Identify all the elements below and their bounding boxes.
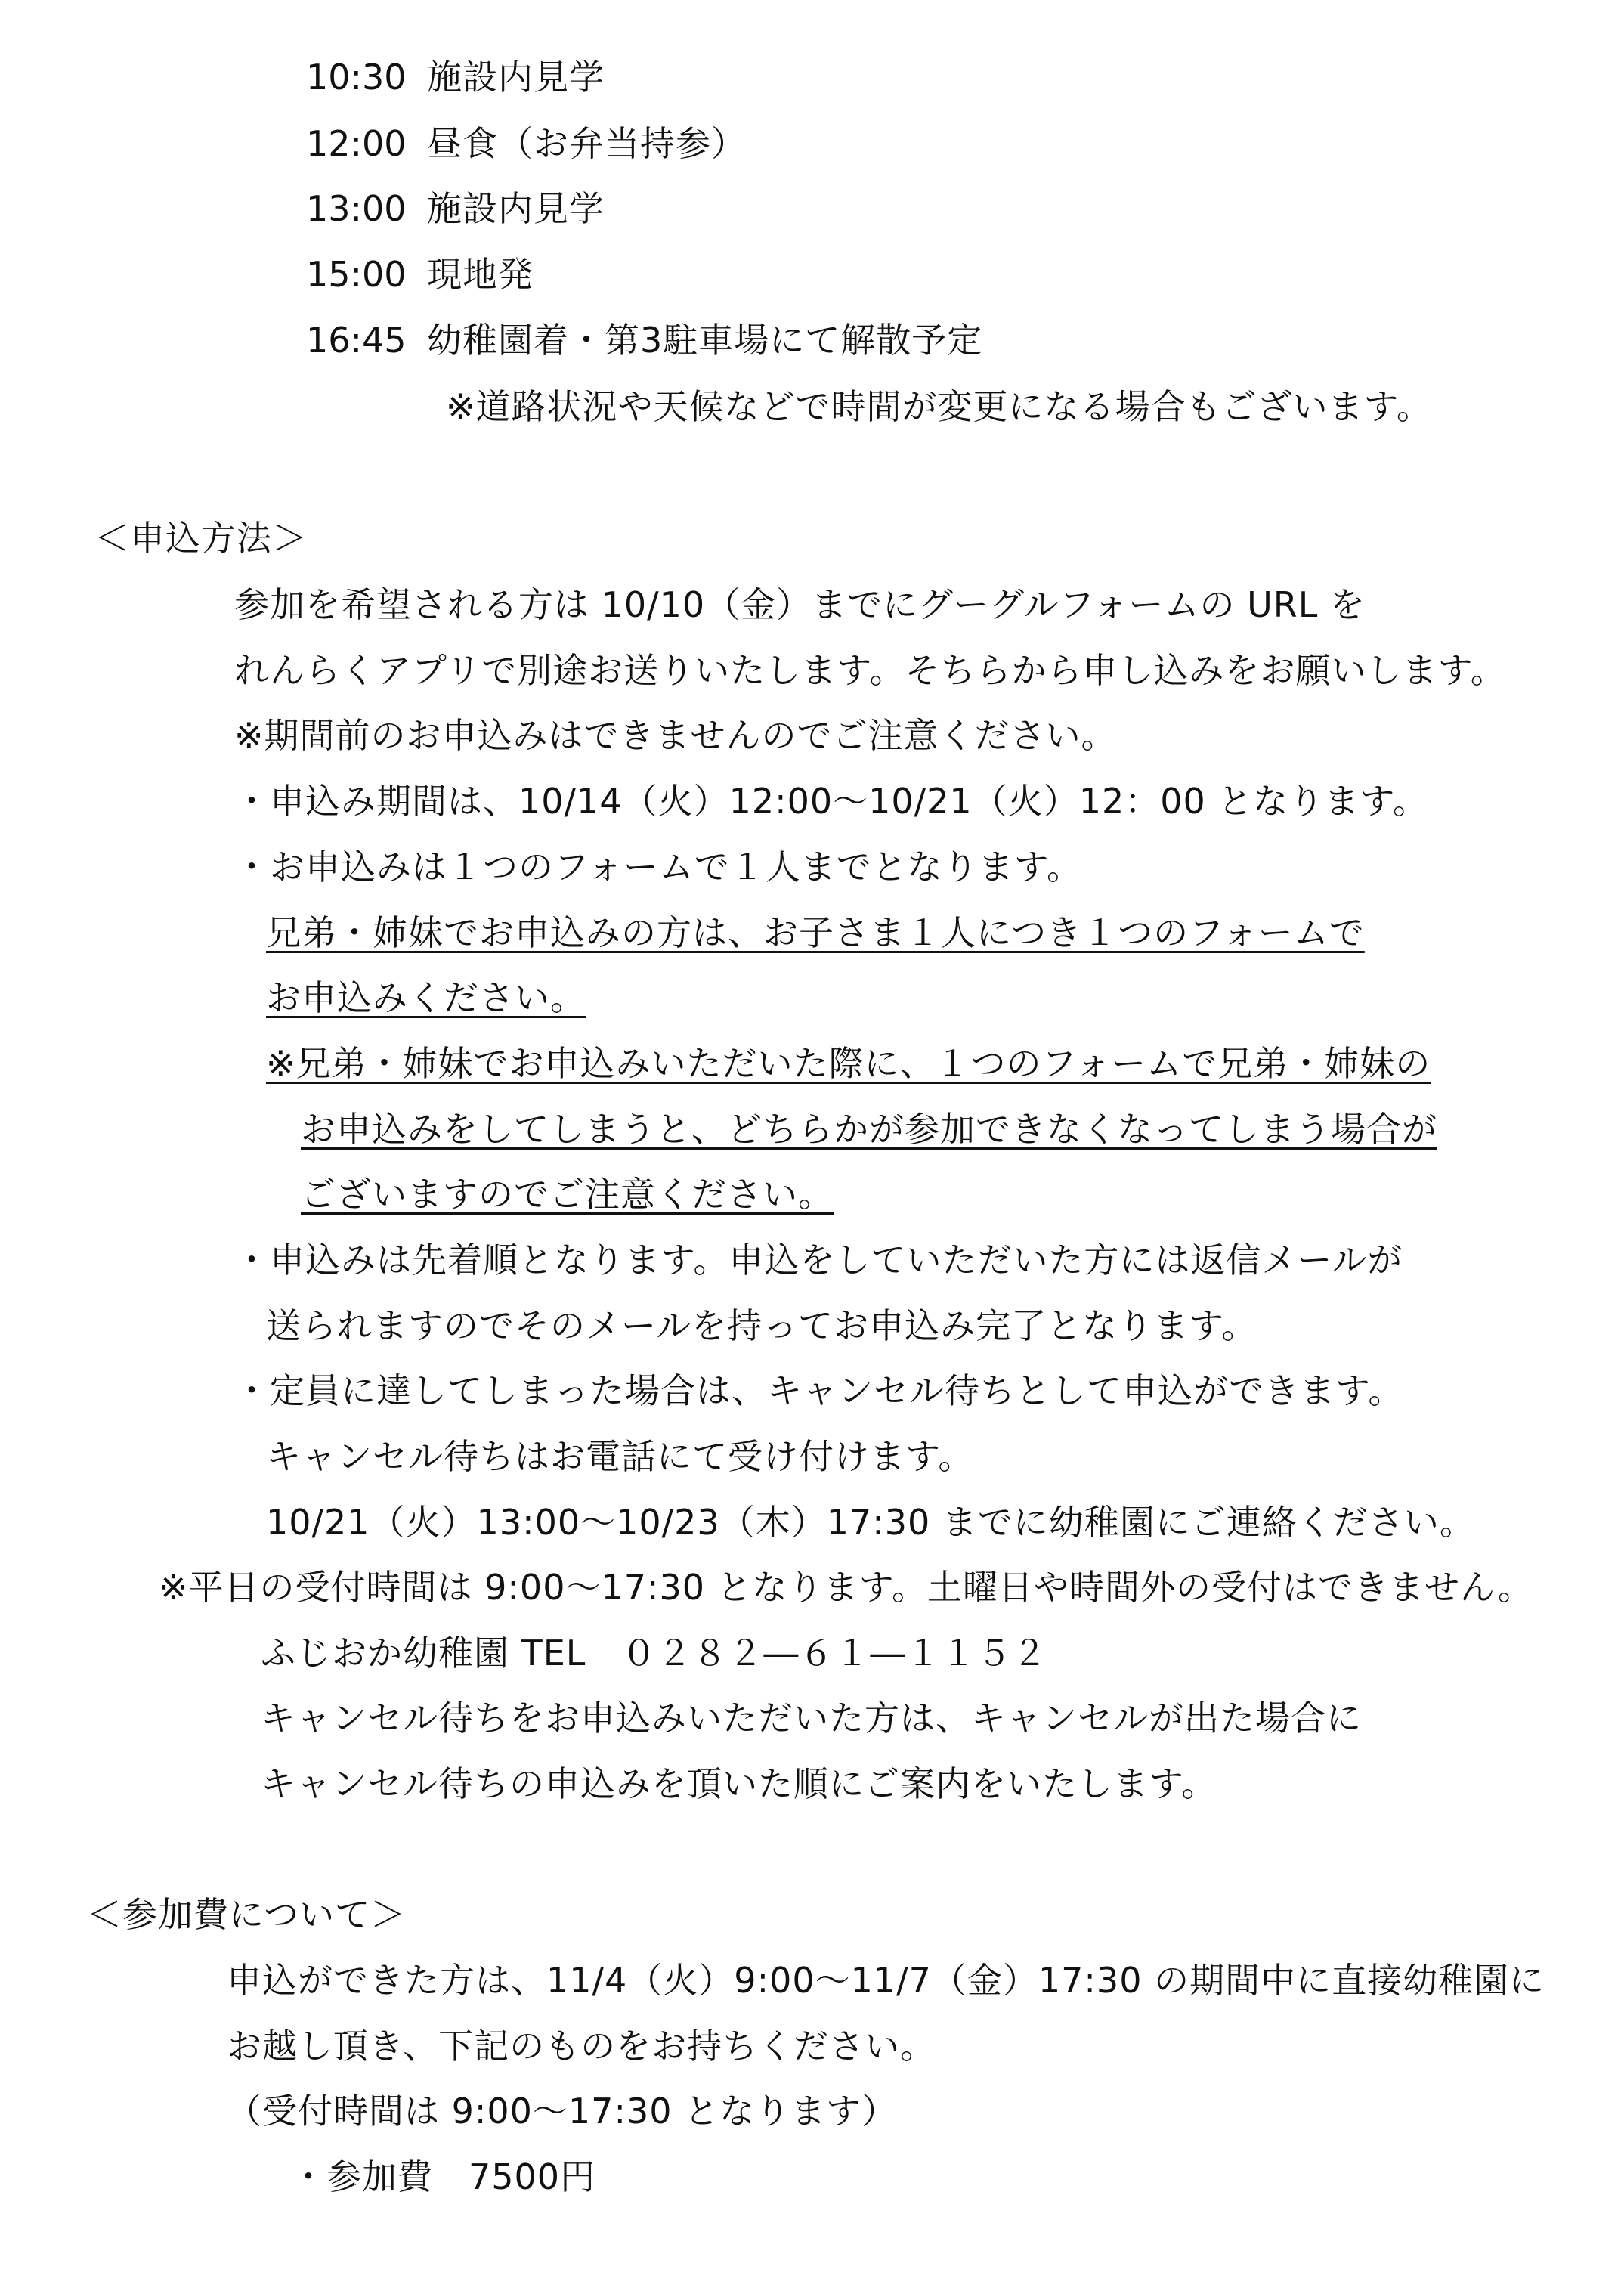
schedule-event-5: 幼稚園着・第3駐車場にて解散予定 (427, 320, 983, 361)
schedule-time-3: 13:00 (306, 188, 407, 229)
schedule-event-4: 現地発 (427, 254, 534, 295)
application-intro-2: れんらくアプリで別途お送りいたします。そちらから申し込みをお願いします。 (234, 650, 1506, 691)
schedule-time-5: 16:45 (306, 320, 407, 361)
fee-heading: ＜参加費について＞ (87, 1894, 407, 1935)
schedule-event-2: 昼食（お弁当持参） (427, 123, 747, 164)
first-come-1: ・申込みは先着順となります。申込をしていただいた方には返信メールが (234, 1240, 1403, 1280)
schedule-event-1: 施設内見学 (427, 57, 605, 98)
waitlist-1: ・定員に達してしまった場合は、キャンセル待ちとして申込ができます。 (234, 1370, 1404, 1411)
weekday-note: ※平日の受付時間は 9:00～17:30 となります。土曜日や時間外の受付はできません。 (159, 1567, 1533, 1608)
siblings-note-1: 兄弟・姉妹でお申込みの方は、お子さま１人につき１つのフォームで (266, 912, 1365, 953)
schedule-time-4: 15:00 (306, 254, 407, 295)
schedule-note: ※道路状況や天候などで時間が変更になる場合もございます。 (446, 386, 1432, 427)
waitlist-4: キャンセル待ちをお申込みいただいた方は、キャンセルが出た場合に (261, 1698, 1362, 1738)
application-one-form: ・お申込みは１つのフォームで１人までとなります。 (234, 847, 1083, 887)
schedule-time-1: 10:30 (306, 57, 407, 98)
siblings-warning-3: ございますのでご注意ください。 (301, 1174, 834, 1215)
waitlist-2: キャンセル待ちはお電話にて受け付けます。 (266, 1436, 974, 1477)
application-heading: ＜申込方法＞ (94, 518, 308, 559)
first-come-2: 送られますのでそのメールを持ってお申込み完了となります。 (266, 1305, 1257, 1346)
siblings-note-2: お申込みください。 (266, 977, 586, 1018)
fee-line-3: （受付時間は 9:00～17:30 となります） (227, 2091, 898, 2131)
schedule-event-3: 施設内見学 (427, 188, 605, 229)
waitlist-5: キャンセル待ちの申込みを頂いた順にご案内をいたします。 (261, 1763, 1217, 1804)
siblings-warning-2: お申込みをしてしまうと、どちらかが参加できなくなってしまう場合が (301, 1109, 1437, 1150)
application-period: ・申込み期間は、10/14（火）12:00～10/21（火）12：00 となります。 (234, 781, 1428, 822)
fee-line-2: お越し頂き、下記のものをお持ちください。 (227, 2026, 936, 2066)
siblings-warning-1: ※兄弟・姉妹でお申込みいただいた際に、１つのフォームで兄弟・姉妹の (266, 1043, 1431, 1084)
kindergarten-tel: ふじおか幼稚園 TEL ０２８２―６１―１１５２ (261, 1633, 1048, 1673)
fee-item: ・参加費 7500円 (291, 2156, 596, 2197)
fee-line-1: 申込ができた方は、11/4（火）9:00～11/7（金）17:30 の期間中に直接幼稚園に (227, 1960, 1545, 2001)
waitlist-3: 10/21（火）13:00～10/23（木）17:30 までに幼稚園にご連絡ください。 (266, 1502, 1475, 1543)
application-intro-1: 参加を希望される方は 10/10（金）までにグーグルフォームの URL を (234, 584, 1366, 625)
schedule-time-2: 12:00 (306, 123, 407, 164)
application-intro-3: ※期間前のお申込みはできませんのでご注意ください。 (234, 715, 1117, 756)
